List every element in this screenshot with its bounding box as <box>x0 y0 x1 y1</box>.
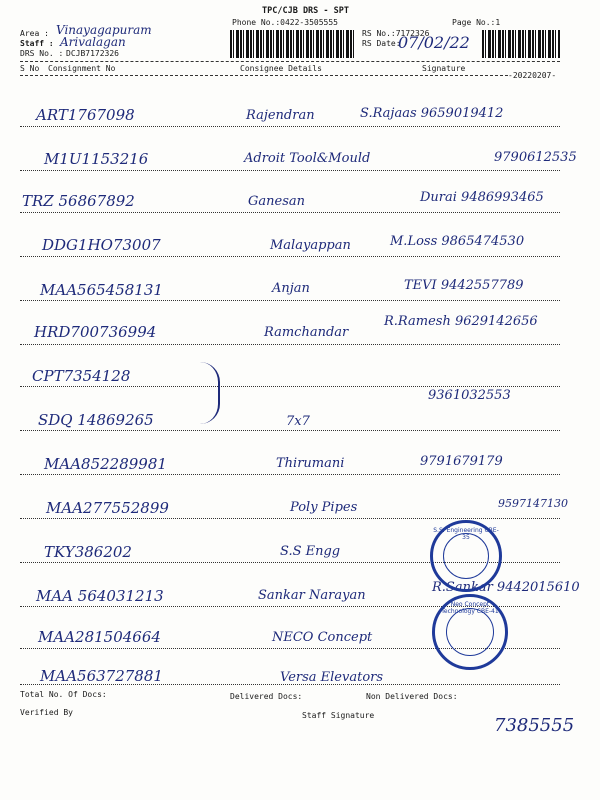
consignment-number: MAA281504664 <box>38 628 161 646</box>
consignee-name: Versa Elevators <box>280 670 384 685</box>
row-rule <box>20 386 560 387</box>
page-number: Page No.:1 <box>452 18 501 27</box>
drs-no-label: DRS No. : <box>20 49 64 58</box>
row-rule <box>20 300 560 301</box>
consignee-name: Thirumani <box>276 456 345 471</box>
signature-entry: R.Sankar 9442015610 <box>432 580 580 595</box>
non-delivered-docs-label: Non Delivered Docs: <box>366 692 458 701</box>
signature-entry: S.Rajaas 9659019412 <box>360 106 504 121</box>
row-rule <box>20 212 560 213</box>
company-stamp <box>430 520 502 592</box>
consignment-number: MAA277552899 <box>46 499 169 517</box>
total-docs-label: Total No. Of Docs: <box>20 690 107 699</box>
staff-label: Staff : <box>20 39 54 48</box>
company-stamp <box>432 594 508 670</box>
signature-entry: 9790612535 <box>494 150 577 165</box>
consignment-number: HRD700736994 <box>34 323 157 341</box>
consignee-name: S.S Engg <box>280 544 341 559</box>
consignee-name: Sankar Narayan <box>258 588 366 603</box>
row-rule <box>20 474 560 475</box>
date-code: -20220207- <box>508 71 557 80</box>
consignee-name: Poly Pipes <box>290 500 358 515</box>
consignment-number: CPT7354128 <box>32 367 131 385</box>
barcode-right <box>482 30 560 58</box>
column-signature: Signature <box>422 64 466 73</box>
row-rule <box>20 518 560 519</box>
signature-entry: 9791679179 <box>420 454 503 469</box>
staff-value: Arivalagan <box>60 35 126 49</box>
signature-entry: M.Loss 9865474530 <box>390 234 525 249</box>
area-label: Area : <box>20 29 49 38</box>
rs-date-value: 07/02/22 <box>398 33 470 52</box>
row-rule <box>20 430 560 431</box>
consignment-number: M1U1153216 <box>44 150 149 168</box>
consignment-number: DDG1HO73007 <box>42 236 161 254</box>
row-rule <box>20 684 560 685</box>
consignment-number: MAA563727881 <box>40 667 163 685</box>
consignment-number: ART1767098 <box>36 106 135 124</box>
signature-entry: R.Ramesh 9629142656 <box>384 314 538 329</box>
rs-number: RS No.:7172326 <box>362 29 430 38</box>
verified-by-label: Verified By <box>20 708 73 717</box>
consignee-name: Adroit Tool&Mould <box>244 151 371 166</box>
consignee-name: Ganesan <box>248 194 305 209</box>
column-sno: S No <box>20 64 40 73</box>
staff-signature-label: Staff Signature <box>302 711 375 720</box>
consignee-name: 7x7 <box>286 414 310 429</box>
stamp-inner-ring <box>446 608 494 656</box>
signature-entry: 9597147130 <box>498 497 568 510</box>
column-consignment: Consignment No <box>48 64 116 73</box>
stamp-text: Neo Concept Technology CBE-41 <box>441 601 499 615</box>
row-rule <box>20 344 560 345</box>
rs-date-label: RS Date: <box>362 39 401 48</box>
row-rule <box>20 256 560 257</box>
signature-entry: Durai 9486993465 <box>420 190 544 205</box>
row-rule <box>20 126 560 127</box>
signature-entry: TEVI 9442557789 <box>404 278 524 293</box>
barcode <box>230 30 356 58</box>
delivered-docs-label: Delivered Docs: <box>230 692 303 701</box>
consignee-name: NECO Concept <box>272 630 373 645</box>
consignee-name: Rajendran <box>246 108 315 123</box>
row-rule <box>20 170 560 171</box>
header-divider-2 <box>20 75 508 76</box>
consignment-number: MAA565458131 <box>40 281 163 299</box>
consignee-name: Ramchandar <box>264 325 349 340</box>
document-title: TPC/CJB DRS - SPT <box>262 6 349 16</box>
column-consignee: Consignee Details <box>240 64 322 73</box>
drs-no-value: DCJB7172326 <box>66 49 119 58</box>
area-value: Vinayagapuram <box>56 23 152 37</box>
phone-number: Phone No.:0422-3505555 <box>232 18 338 27</box>
stamp-text: S.S. Engineering CBE-35 <box>433 527 499 541</box>
handwritten-note: 7385555 <box>494 715 575 736</box>
consignment-number: SDQ 14869265 <box>38 411 154 429</box>
signature-entry: 9361032553 <box>428 388 511 403</box>
consignee-name: Anjan <box>272 281 310 296</box>
header-divider <box>20 61 560 62</box>
consignment-number: TRZ 56867892 <box>22 192 135 210</box>
bracket-mark <box>192 362 220 424</box>
consignment-number: TKY386202 <box>44 543 132 561</box>
consignment-number: MAA 564031213 <box>36 587 164 605</box>
consignment-number: MAA852289981 <box>44 455 167 473</box>
consignee-name: Malayappan <box>270 238 351 253</box>
